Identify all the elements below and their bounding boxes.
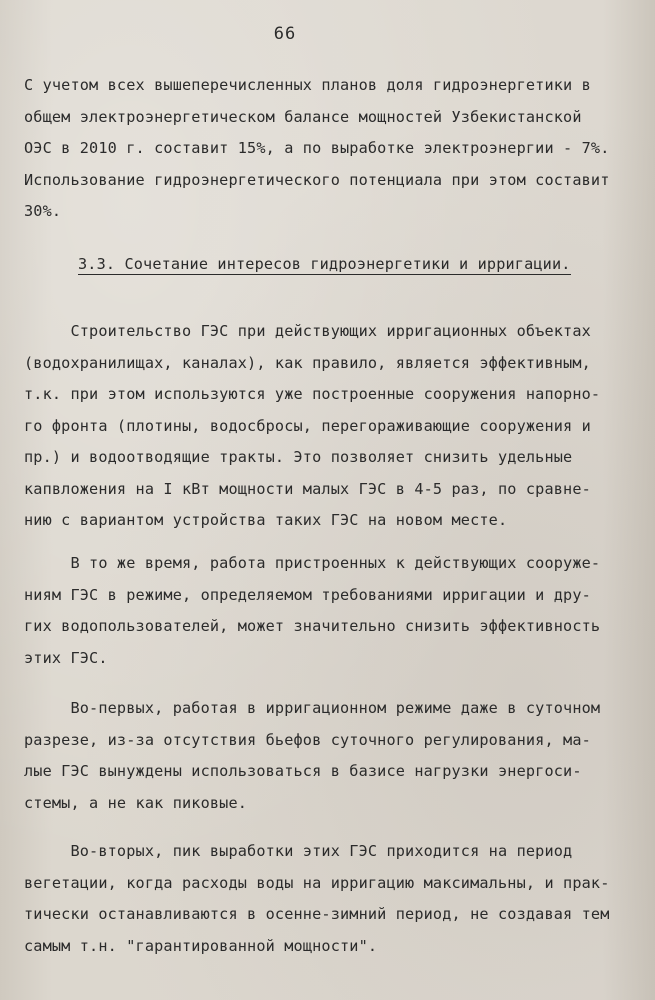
text-line: (водохранилищах, каналах), как правило, является эффективным, <box>24 353 591 372</box>
paragraph-first-reason <box>24 693 632 819</box>
text-line: В то же время, работа пристроенных к действующих сооруже- <box>24 554 601 572</box>
paragraph-second-reason <box>24 836 632 962</box>
paragraph-construction <box>24 316 632 537</box>
text-line: Во-вторых, пик выработки этих ГЭС приходится на период <box>24 842 573 860</box>
text-line: нию с вариантом устройства таких ГЭС на новом месте. <box>24 511 508 529</box>
text-line: тически останавливаются в осенне-зимний период, не создавая тем <box>24 905 610 923</box>
text-line: ОЭС в 2010 г. составит 15%, а по выработке электроэнергии - 7%. <box>24 139 610 157</box>
text-line: го фронта (плотины, водосбросы, перегораживающие сооружения и <box>24 416 591 435</box>
paragraph-hydro-share <box>24 70 632 228</box>
paragraph-efficiency <box>24 548 632 674</box>
text-line: лые ГЭС вынуждены использоваться в базисе нагрузки энергоси- <box>24 762 582 780</box>
text-line: 30%. <box>24 202 62 220</box>
text-line: этих ГЭС. <box>24 648 108 667</box>
text-line: гих водопользователей, может значительно снизить эффективность <box>24 617 601 635</box>
section-heading: 3.3. Сочетание интересов гидроэнергетики и ирригации. <box>78 255 571 273</box>
text-line: С учетом всех вышеперечисленных планов доля гидроэнергетики в <box>24 76 591 94</box>
text-line: вегетации, когда расходы воды на ирригацию максимальны, и прак- <box>24 873 610 892</box>
text-line: разрезе, из-за отсутствия бьефов суточного регулирования, ма- <box>24 730 591 749</box>
text-line: т.к. при этом используются уже построенные сооружения напорно- <box>24 385 601 403</box>
text-line: самым т.н. "гарантированной мощности". <box>24 936 378 955</box>
text-line: общем электроэнергетическом балансе мощностей Узбекистанской <box>24 107 582 126</box>
page-number: 66 <box>273 24 297 44</box>
text-line: пр.) и водоотводящие тракты. Это позволяет снизить удельные <box>24 448 573 466</box>
text-line: капвложения на I кВт мощности малых ГЭС в 4-5 раз, по сравне- <box>24 479 591 498</box>
text-line: Во-первых, работая в ирригационном режиме даже в суточном <box>24 699 601 717</box>
text-line: Строительство ГЭС при действующих ирригационных объектах <box>24 322 591 340</box>
text-line: Использование гидроэнергетического потенциала при этом составит <box>24 170 610 189</box>
text-line: стемы, а не как пиковые. <box>24 793 248 812</box>
text-line: ниям ГЭС в режиме, определяемом требованиями ирригации и дру- <box>24 585 591 604</box>
